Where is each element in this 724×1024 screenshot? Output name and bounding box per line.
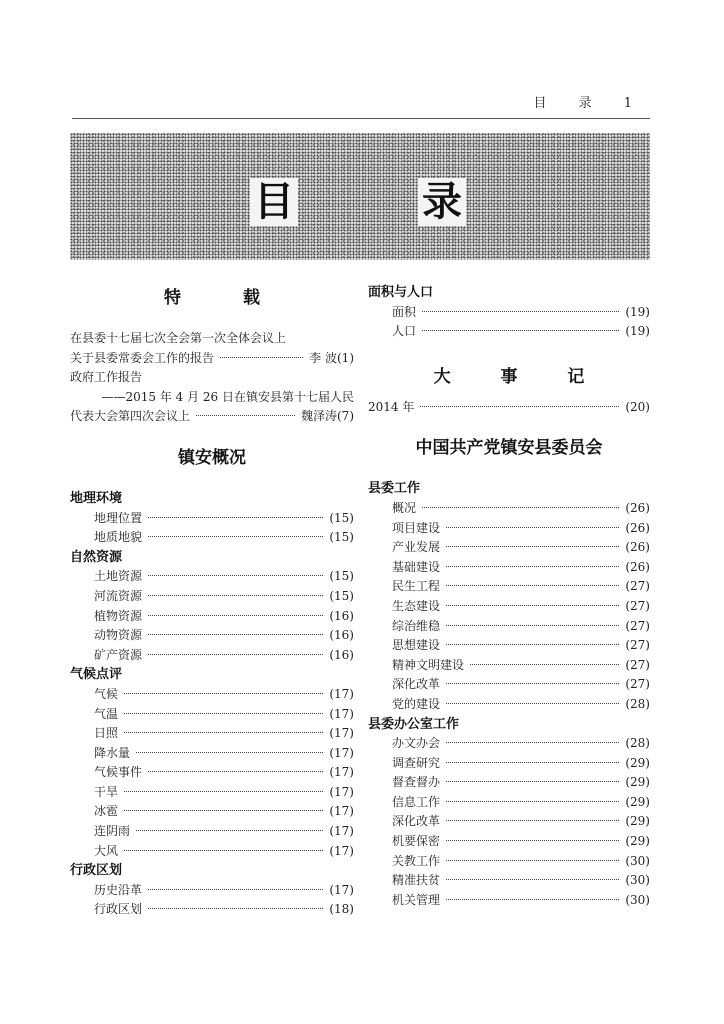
entry-title: 机关管理 bbox=[392, 892, 441, 907]
dot-leader bbox=[148, 654, 323, 655]
dot-leader bbox=[446, 742, 619, 743]
dot-leader bbox=[446, 860, 619, 861]
entry-title: 信息工作 bbox=[392, 794, 441, 809]
entry-title: 地理位置 bbox=[94, 510, 143, 525]
toc-entry[interactable] bbox=[368, 597, 650, 617]
entry-title: 调查研究 bbox=[392, 755, 441, 770]
entry-title: 2014 年 bbox=[368, 399, 415, 414]
dot-leader bbox=[148, 615, 323, 616]
section-title-party: 中国共产党镇安县委员会 bbox=[415, 438, 603, 459]
dot-leader bbox=[446, 879, 619, 880]
toc-entry[interactable] bbox=[70, 900, 354, 920]
dot-leader bbox=[124, 850, 323, 851]
entry-page: (30) bbox=[625, 892, 650, 907]
dot-leader bbox=[446, 840, 619, 841]
entry-title: 概况 bbox=[392, 500, 417, 515]
entry-page: (17) bbox=[329, 726, 354, 741]
entry-page: (27) bbox=[625, 598, 650, 613]
dot-leader bbox=[420, 406, 619, 407]
toc-entry[interactable] bbox=[368, 754, 650, 774]
entry-author: 李 波 bbox=[309, 350, 337, 365]
header-rule bbox=[72, 118, 650, 119]
entry-page: (17) bbox=[329, 765, 354, 780]
entry-title: 大风 bbox=[94, 843, 119, 858]
entry-author: 魏泽涛 bbox=[300, 409, 337, 424]
dot-leader bbox=[446, 527, 619, 528]
entry-page: (17) bbox=[329, 804, 354, 819]
toc-entry[interactable] bbox=[368, 577, 650, 597]
entry-page: (30) bbox=[625, 873, 650, 888]
section-title-events: 大 事 记 bbox=[433, 366, 607, 387]
banner-title-char-2: 录 bbox=[418, 178, 466, 226]
dot-leader bbox=[124, 693, 323, 694]
section-title-special: 特 载 bbox=[164, 288, 288, 308]
entry-page: (17) bbox=[329, 843, 354, 858]
dot-leader bbox=[446, 801, 619, 802]
dot-leader bbox=[446, 820, 619, 821]
entry-title: 深化改革 bbox=[392, 677, 441, 692]
running-head: 目 录 1 bbox=[533, 96, 646, 111]
title-banner bbox=[70, 133, 650, 260]
toc-entry[interactable] bbox=[368, 617, 650, 637]
entry-page: (17) bbox=[329, 824, 354, 839]
toc-entry[interactable] bbox=[70, 763, 354, 783]
right-column bbox=[368, 283, 650, 910]
dot-leader bbox=[196, 415, 295, 416]
entry-title: 思想建设 bbox=[392, 638, 441, 653]
dot-leader bbox=[446, 546, 619, 547]
dot-leader bbox=[148, 536, 323, 537]
entry-title: 关于县委常委会工作的报告 bbox=[70, 350, 215, 365]
entry-title: 党的建设 bbox=[392, 696, 441, 711]
category-heading: 县委办公室工作 bbox=[368, 716, 460, 732]
entry-title: 气温 bbox=[94, 706, 119, 721]
entry-page: (15) bbox=[329, 530, 354, 545]
toc-entry[interactable] bbox=[368, 519, 650, 539]
party-groups bbox=[368, 479, 650, 910]
category-heading: 地理环境 bbox=[70, 490, 123, 506]
toc-entry[interactable] bbox=[368, 734, 650, 754]
dot-leader bbox=[136, 752, 323, 753]
entry-title: 降水量 bbox=[94, 745, 131, 760]
entry-page: (30) bbox=[625, 853, 650, 868]
entry-title: 代表大会第四次会议上 bbox=[70, 409, 191, 424]
entry-page: (19) bbox=[625, 324, 650, 339]
toc-entry[interactable] bbox=[70, 607, 354, 627]
toc-entry[interactable] bbox=[70, 407, 354, 427]
entry-title: 项目建设 bbox=[392, 520, 441, 535]
toc-entry[interactable] bbox=[70, 567, 354, 587]
entry-page: (15) bbox=[329, 588, 354, 603]
toc-entry[interactable] bbox=[368, 891, 650, 911]
toc-entry[interactable] bbox=[368, 322, 650, 342]
toc-entry[interactable] bbox=[368, 675, 650, 695]
entry-page: (29) bbox=[625, 755, 650, 770]
category-heading: 行政区划 bbox=[70, 863, 123, 879]
toc-entry[interactable] bbox=[70, 509, 354, 529]
special-line-3: 政府工作报告 bbox=[70, 370, 143, 385]
entry-title: 产业发展 bbox=[392, 540, 441, 555]
entry-page: (26) bbox=[625, 520, 650, 535]
entry-page: (27) bbox=[625, 657, 650, 672]
dot-leader bbox=[446, 644, 619, 645]
entry-title: 植物资源 bbox=[94, 608, 143, 623]
dot-leader bbox=[136, 830, 323, 831]
entry-page: (29) bbox=[625, 834, 650, 849]
entry-page: (16) bbox=[329, 647, 354, 662]
dot-leader bbox=[422, 507, 619, 508]
dot-leader bbox=[446, 683, 619, 684]
entry-title: 生态建设 bbox=[392, 598, 441, 613]
dot-leader bbox=[148, 771, 323, 772]
toc-entry[interactable] bbox=[368, 558, 650, 578]
dot-leader bbox=[422, 311, 619, 312]
toc-entry[interactable] bbox=[70, 744, 354, 764]
category-heading: 县委工作 bbox=[368, 481, 421, 497]
toc-entry[interactable] bbox=[70, 646, 354, 666]
entry-title: 精神文明建设 bbox=[392, 657, 465, 672]
toc-entry[interactable] bbox=[368, 538, 650, 558]
toc-entry[interactable] bbox=[368, 636, 650, 656]
dot-leader bbox=[470, 664, 619, 665]
toc-entry[interactable] bbox=[70, 587, 354, 607]
category-area-population: 面积与人口 bbox=[368, 285, 434, 300]
dot-leader bbox=[446, 605, 619, 606]
entry-page: (27) bbox=[625, 579, 650, 594]
entry-page: (16) bbox=[329, 628, 354, 643]
entry-title: 干旱 bbox=[94, 784, 119, 799]
entry-title: 办文办会 bbox=[392, 736, 441, 751]
dot-leader bbox=[148, 595, 323, 596]
entry-title: 河流资源 bbox=[94, 588, 143, 603]
entry-page: (1) bbox=[337, 350, 354, 365]
dot-leader bbox=[148, 575, 323, 576]
category-heading: 气候点评 bbox=[70, 667, 123, 683]
entry-page: (29) bbox=[625, 775, 650, 790]
entry-title: 面积 bbox=[392, 304, 417, 319]
entry-page: (7) bbox=[337, 409, 354, 424]
entry-page: (29) bbox=[625, 794, 650, 809]
dot-leader bbox=[148, 634, 323, 635]
entry-title: 冰雹 bbox=[94, 804, 119, 819]
special-line-4: ——2015 年 4 月 26 日在镇安县第十七届人民 bbox=[101, 389, 354, 404]
entry-title: 行政区划 bbox=[94, 902, 143, 917]
entry-page: (17) bbox=[329, 784, 354, 799]
dot-leader bbox=[124, 810, 323, 811]
entry-title: 矿产资源 bbox=[94, 647, 143, 662]
toc-entry[interactable] bbox=[368, 773, 650, 793]
entry-page: (28) bbox=[625, 696, 650, 711]
overview-groups bbox=[70, 489, 354, 920]
dot-leader bbox=[446, 585, 619, 586]
area-items bbox=[368, 303, 650, 342]
toc-entry[interactable] bbox=[368, 656, 650, 676]
toc-entry[interactable] bbox=[368, 499, 650, 519]
toc-entry[interactable] bbox=[368, 812, 650, 832]
dot-leader bbox=[446, 625, 619, 626]
toc-entry[interactable] bbox=[70, 724, 354, 744]
entry-page: (26) bbox=[625, 559, 650, 574]
toc-entry[interactable] bbox=[368, 398, 650, 418]
entry-title: 督查督办 bbox=[392, 775, 441, 790]
toc-entry[interactable] bbox=[70, 842, 354, 862]
entry-page: (17) bbox=[329, 745, 354, 760]
entry-page: (15) bbox=[329, 569, 354, 584]
left-column bbox=[70, 283, 354, 920]
toc-entry[interactable] bbox=[368, 852, 650, 872]
dot-leader bbox=[124, 732, 323, 733]
dot-leader bbox=[446, 781, 619, 782]
category-heading: 自然资源 bbox=[70, 549, 123, 565]
toc-entry[interactable] bbox=[368, 832, 650, 852]
entry-page: (29) bbox=[625, 814, 650, 829]
entry-title: 深化改革 bbox=[392, 814, 441, 829]
entry-page: (27) bbox=[625, 677, 650, 692]
toc-entry[interactable] bbox=[368, 793, 650, 813]
dot-leader bbox=[148, 889, 323, 890]
entry-title: 气候事件 bbox=[94, 765, 143, 780]
entry-page: (28) bbox=[625, 736, 650, 751]
entry-title: 人口 bbox=[392, 324, 417, 339]
toc-entry[interactable] bbox=[368, 695, 650, 715]
toc-entry[interactable] bbox=[70, 881, 354, 901]
toc-entry[interactable] bbox=[70, 705, 354, 725]
entry-page: (20) bbox=[625, 399, 650, 414]
toc-entry[interactable] bbox=[70, 626, 354, 646]
dot-leader bbox=[446, 762, 619, 763]
entry-page: (19) bbox=[625, 304, 650, 319]
dot-leader bbox=[220, 357, 303, 358]
entry-page: (27) bbox=[625, 638, 650, 653]
dot-leader bbox=[422, 330, 619, 331]
entry-title: 日照 bbox=[94, 726, 119, 741]
dot-leader bbox=[124, 791, 323, 792]
toc-entry[interactable] bbox=[70, 802, 354, 822]
dot-leader bbox=[148, 517, 323, 518]
entry-title: 土地资源 bbox=[94, 569, 143, 584]
entry-title: 关教工作 bbox=[392, 853, 441, 868]
entry-page: (26) bbox=[625, 540, 650, 555]
dot-leader bbox=[446, 703, 619, 704]
entry-title: 精准扶贫 bbox=[392, 873, 441, 888]
entry-title: 综治维稳 bbox=[392, 618, 441, 633]
entry-title: 动物资源 bbox=[94, 628, 143, 643]
entry-title: 历史沿革 bbox=[94, 882, 143, 897]
entry-page: (17) bbox=[329, 882, 354, 897]
toc-entry[interactable] bbox=[368, 871, 650, 891]
dot-leader bbox=[446, 566, 619, 567]
banner-title-char-1: 目 bbox=[250, 178, 298, 226]
toc-entry[interactable] bbox=[70, 822, 354, 842]
entry-title: 地质地貌 bbox=[94, 530, 143, 545]
entry-title: 民生工程 bbox=[392, 579, 441, 594]
toc-entry[interactable] bbox=[70, 528, 354, 548]
entry-title: 连阴雨 bbox=[94, 824, 131, 839]
dot-leader bbox=[124, 713, 323, 714]
toc-entry[interactable] bbox=[70, 783, 354, 803]
entry-page: (16) bbox=[329, 608, 354, 623]
toc-entry[interactable] bbox=[368, 303, 650, 323]
entry-page: (17) bbox=[329, 686, 354, 701]
special-line-1: 在县委十七届七次全会第一次全体会议上 bbox=[70, 331, 287, 345]
dot-leader bbox=[148, 908, 323, 909]
section-title-overview: 镇安概况 bbox=[178, 447, 246, 468]
entry-title: 气候 bbox=[94, 686, 119, 701]
entry-page: (27) bbox=[625, 618, 650, 633]
entry-page: (26) bbox=[625, 500, 650, 515]
entry-page: (15) bbox=[329, 510, 354, 525]
dot-leader bbox=[446, 899, 619, 900]
entry-title: 基础建设 bbox=[392, 559, 441, 574]
entry-title: 机要保密 bbox=[392, 834, 441, 849]
entry-page: (17) bbox=[329, 706, 354, 721]
toc-entry[interactable] bbox=[70, 349, 354, 369]
entry-page: (18) bbox=[329, 902, 354, 917]
toc-entry[interactable] bbox=[70, 685, 354, 705]
